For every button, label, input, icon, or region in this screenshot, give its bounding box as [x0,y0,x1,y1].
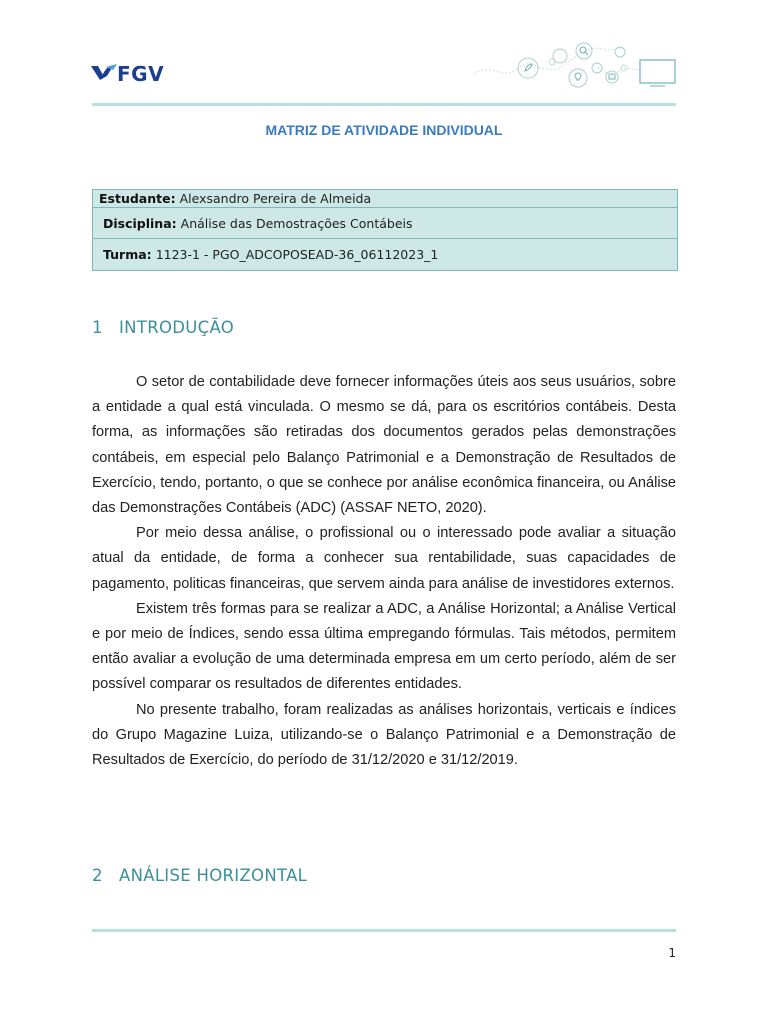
introduction-body [92,370,676,773]
fgv-logo [91,63,191,87]
student-info-table [92,189,678,271]
section-number: 1 [92,318,103,337]
technology-illustration [470,40,680,96]
logo-text: FGV [117,62,165,86]
class-row [93,239,677,270]
paragraph: Existem três formas para se realizar a ADC, a Análise Horizontal; a Análise Vertical e por meio de Índices, sendo essa última empregando fórmulas. Tais métodos, permitem então avaliar a evolução de uma determinada empresa em um certo período, além de ser possível comparar os resultados de diferentes entidades. [92,600,676,693]
discipline-row [93,208,677,239]
header-divider [92,103,676,106]
discipline-value: Análise das Demostrações Contábeis [180,215,413,231]
section-number: 2 [92,866,103,885]
class-label: Turma: [103,247,152,262]
student-row [93,190,677,208]
section-title: ANÁLISE HORIZONTAL [119,866,308,885]
fgv-logo-mark-icon [91,63,117,81]
section-heading-horizontal-analysis [92,866,307,885]
section-title: INTRODUÇÃO [119,318,235,337]
paragraph: Por meio dessa análise, o profissional ou o interessado pode avaliar a situação atual da entidade, de forma a conhecer sua rentabilidade, suas capacidades de pagamento, politicas financeiras, que servem ainda para análise de investidores externos. [92,525,676,592]
discipline-label: Disciplina: [103,215,177,231]
page-number: 1 [668,946,676,960]
paragraph: O setor de contabilidade deve fornecer informações úteis aos seus usuários, sobre a entidade a qual está vinculada. O mesmo se dá, para os escritórios contábeis. Desta forma, as informações são retiradas dos documentos gerados pelas demonstrações contábeis, em especial pelo Balanço Patrimonial e a Demonstração de Resultados de Exercício, tendo, portanto, o que se conhece por análise econômica financeira, ou Análise das Demonstrações Contábeis (ADC) (ASSAF NETO, 2020). [92,374,676,517]
student-value: Alexsandro Pereira de Almeida [179,191,372,206]
section-heading-introduction [92,318,234,337]
student-label: Estudante: [99,191,176,206]
footer-divider [92,929,676,932]
class-value: 1123-1 - PGO_ADCOPOSEAD-36_06112023_1 [155,247,439,262]
paragraph: No presente trabalho, foram realizadas as análises horizontais, verticais e índices do Grupo Magazine Luiza, utilizando-se o Balanço Patrimonial e a Demonstração de Resultados de Exercício, do período de 31/12/2020 e 31/12/2019. [92,701,676,769]
document-title: MATRIZ DE ATIVIDADE INDIVIDUAL [265,122,503,138]
